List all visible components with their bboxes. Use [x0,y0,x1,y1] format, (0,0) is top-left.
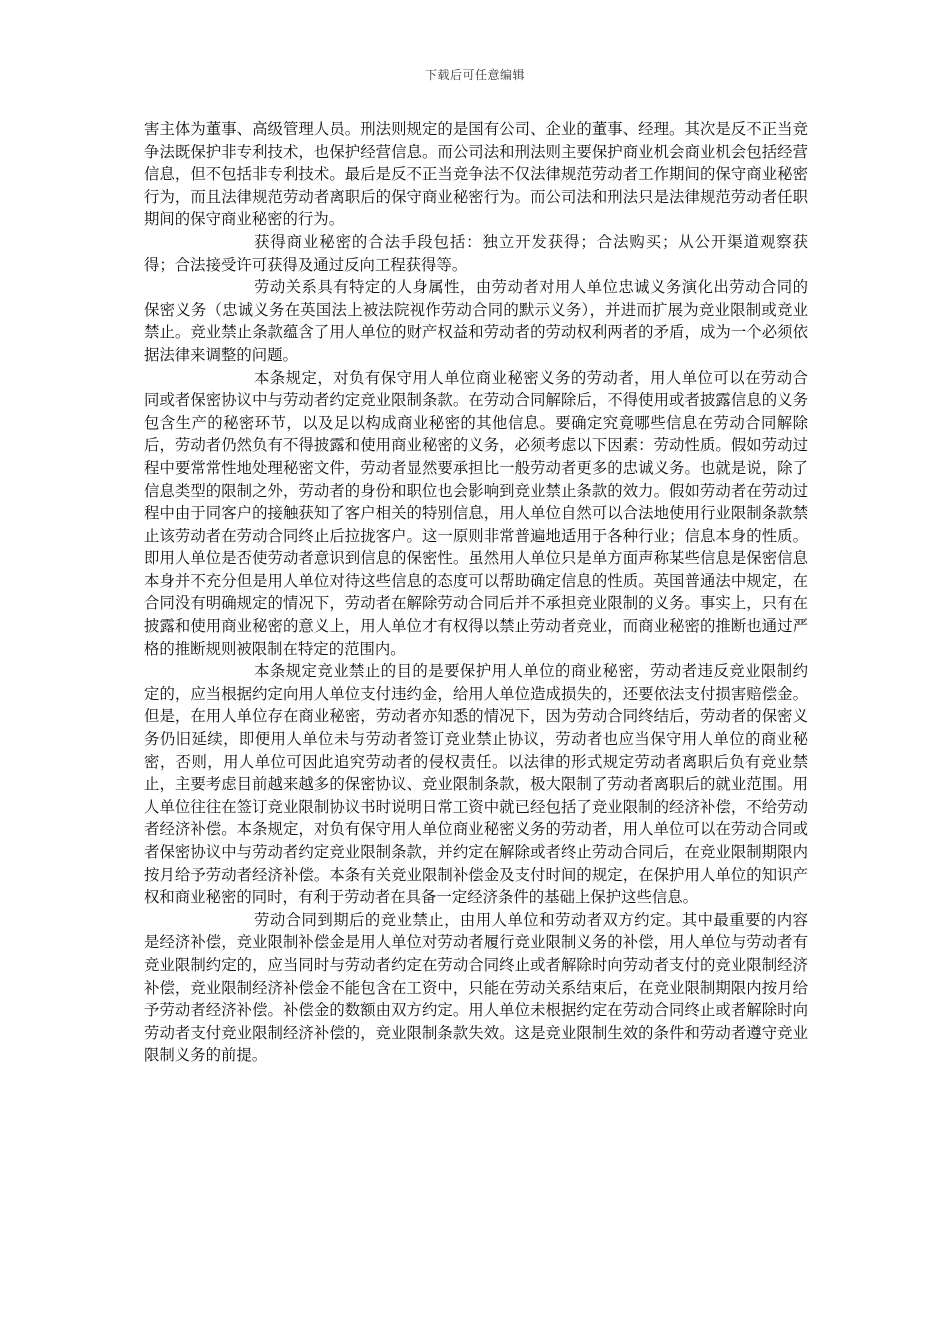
paragraph-6: 劳动合同到期后的竞业禁止，由用人单位和劳动者双方约定。其中最重要的内容是经济补偿，竞业限制补偿金是用人单位对劳动者履行竞业限制义务的补偿，用人单位与劳动者有竞业限制约定的，应当同时与劳动者约定在劳动合同终止或者解除时向劳动者支付的竞业限制经济补偿，竞业限制经济补偿金不能包含在工资中，只能在劳动关系结束后，在竞业限制期限内按月给予劳动者经济补偿。补偿金的数额由双方约定。用人单位未根据约定在劳动合同终止或者解除时向劳动者支付竞业限制经济补偿的，竞业限制条款失效。这是竞业限制生效的条件和劳动者遵守竞业限制义务的前提。 [144,910,808,1065]
document-body [144,118,808,1067]
paragraph-3: 劳动关系具有特定的人身属性，由劳动者对用人单位忠诚义务演化出劳动合同的保密义务（忠诚义务在英国法上被法院视作劳动合同的默示义务），并进而扩展为竞业限制或竞业禁止。竞业禁止条款蕴含了用人单位的财产权益和劳动者的劳动权利两者的矛盾，成为一个必须依据法律来调整的问题。 [144,278,808,364]
page-header: 下载后可任意编辑 [424,68,525,82]
paragraph-2: 获得商业秘密的合法手段包括：独立开发获得；合法购买；从公开渠道观察获得；合法接受许可获得及通过反向工程获得等。 [144,232,808,274]
paragraph-4: 本条规定，对负有保守用人单位商业秘密义务的劳动者，用人单位可以在劳动合同或者保密协议中与劳动者约定竞业限制条款。在劳动合同解除后，不得使用或者披露信息的义务包含生产的秘密环节，以及足以构成商业秘密的其他信息。要确定究竟哪些信息在劳动合同解除后，劳动者仍然负有不得披露和使用商业秘密的义务，必须考虑以下因素：劳动性质。假如劳动过程中要常常性地处理秘密文件，劳动者显然要承担比一般劳动者更多的忠诚义务。也就是说，除了信息类型的限制之外，劳动者的身份和职位也会影响到竞业禁止条款的效力。假如劳动者在劳动过程中由于同客户的接触获知了客户相关的特别信息，用人单位自然可以合法地使用行业限制条款禁止该劳动者在劳动合同终止后拉拢客户。这一原则非常普遍地适用于各种行业；信息本身的性质。即用人单位是否使劳动者意识到信息的保密性。虽然用人单位只是单方面声称某些信息是保密信息本身并不充分但是用人单位对待这些信息的态度可以帮助确定信息的性质。英国普通法中规定，在合同没有明确规定的情况下，劳动者在解除劳动合同后并不承担竞业限制的义务。事实上，只有在披露和使用商业秘密的意义上，用人单位才有权得以禁止劳动者竞业，而商业秘密的推断也通过严格的推断规则被限制在特定的范围内。 [144,368,808,658]
paragraph-5: 本条规定竞业禁止的目的是要保护用人单位的商业秘密，劳动者违反竞业限制约定的，应当根据约定向用人单位支付违约金，给用人单位造成损失的，还要依法支付损害赔偿金。但是，在用人单位存在商业秘密，劳动者亦知悉的情况下，因为劳动合同终结后，劳动者的保密义务仍旧延续，即便用人单位未与劳动者签订竞业禁止协议，劳动者也应当保守用人单位的商业秘密，否则，用人单位可因此追究劳动者的侵权责任。以法律的形式规定劳动者离职后负有竞业禁止，主要考虑目前越来越多的保密协议、竞业限制条款，极大限制了劳动者离职后的就业范围。用人单位往往在签订竞业限制协议书时说明日常工资中就已经包括了竞业限制的经济补偿，不给劳动者经济补偿。本条规定，对负有保守用人单位商业秘密义务的劳动者，用人单位可以在劳动合同或者保密协议中与劳动者约定竞业限制条款，并约定在解除或者终止劳动合同后，在竞业限制期限内按月给予劳动者经济补偿。本条有关竞业限制补偿金及支付时间的规定，在保护用人单位的知识产权和商业秘密的同时，有利于劳动者在具备一定经济条件的基础上保护这些信息。 [144,662,808,907]
paragraph-1: 害主体为董事、高级管理人员。刑法则规定的是国有公司、企业的董事、经理。其次是反不正当竞争法既保护非专利技术，也保护经营信息。而公司法和刑法则主要保护商业机会商业机会包括经营信息，但不包括非专利技术。最后是反不正当竞争法不仅法律规范劳动者工作期间的保守商业秘密行为，而且法律规范劳动者离职后的保守商业秘密行为。而公司法和刑法只是法律规范劳动者任职期间的保守商业秘密的行为。 [144,120,808,229]
